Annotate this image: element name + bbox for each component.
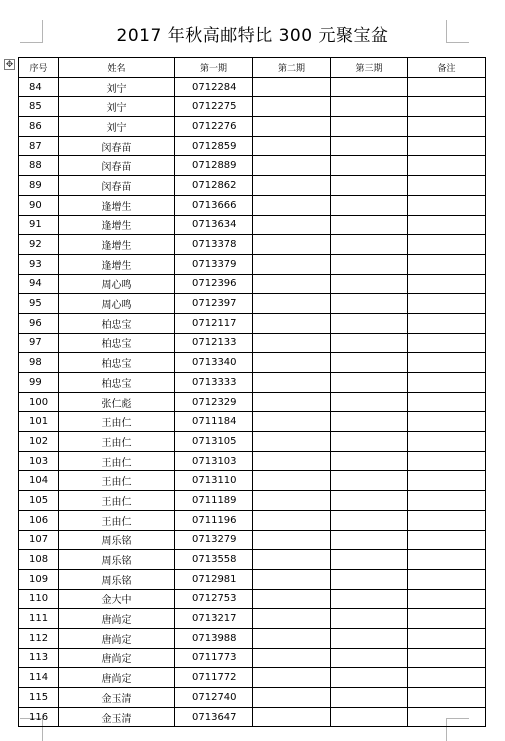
cell-period3 (331, 648, 408, 668)
header-period2: 第二期 (253, 58, 331, 78)
table-row (19, 510, 486, 530)
cell-note (408, 215, 486, 235)
table-row (19, 136, 486, 156)
cell-note (408, 333, 486, 353)
cell-name: 闵春苗 (59, 176, 175, 196)
cell-period2 (253, 274, 331, 294)
table-row (19, 77, 486, 97)
cell-period2 (253, 550, 331, 570)
cell-period3 (331, 254, 408, 274)
cell-note (408, 589, 486, 609)
cell-period1: 0712859 (175, 136, 253, 156)
cell-period2 (253, 688, 331, 708)
cell-index: 96 (19, 313, 59, 333)
cell-period3 (331, 215, 408, 235)
table-row (19, 628, 486, 648)
cell-name: 柏忠宝 (59, 333, 175, 353)
cell-name: 周乐铭 (59, 550, 175, 570)
cell-name: 王由仁 (59, 491, 175, 511)
cell-note (408, 77, 486, 97)
cell-period3 (331, 235, 408, 255)
cell-period3 (331, 510, 408, 530)
cell-note (408, 176, 486, 196)
table-move-handle-icon[interactable]: ✥ (5, 60, 14, 70)
cell-period1: 0712329 (175, 392, 253, 412)
cell-period1: 0712397 (175, 294, 253, 314)
cell-index: 85 (19, 97, 59, 117)
cell-period2 (253, 668, 331, 688)
cell-name: 金玉清 (59, 688, 175, 708)
cell-period3 (331, 628, 408, 648)
cell-period1: 0713634 (175, 215, 253, 235)
cell-period1: 0713105 (175, 432, 253, 452)
cell-period3 (331, 77, 408, 97)
cell-note (408, 195, 486, 215)
cell-index: 109 (19, 569, 59, 589)
table-row (19, 373, 486, 393)
cell-note (408, 353, 486, 373)
cell-period1: 0713379 (175, 254, 253, 274)
cell-index: 86 (19, 117, 59, 137)
cell-period1: 0713333 (175, 373, 253, 393)
cell-period3 (331, 530, 408, 550)
table-row (19, 274, 486, 294)
cell-note (408, 668, 486, 688)
cell-period1: 0712276 (175, 117, 253, 137)
cell-note (408, 688, 486, 708)
cell-period2 (253, 254, 331, 274)
cell-period3 (331, 333, 408, 353)
cell-index: 110 (19, 589, 59, 609)
document-title: 2017 年秋高邮特比 300 元聚宝盆 (116, 26, 389, 46)
cell-index: 84 (19, 77, 59, 97)
table-row (19, 451, 486, 471)
cell-period1: 0713103 (175, 451, 253, 471)
table-row (19, 589, 486, 609)
cell-index: 89 (19, 176, 59, 196)
header-period3: 第三期 (331, 58, 408, 78)
cell-period3 (331, 195, 408, 215)
cell-period1: 0712753 (175, 589, 253, 609)
cell-period1: 0712889 (175, 156, 253, 176)
cell-index: 95 (19, 294, 59, 314)
cell-period1: 0711196 (175, 510, 253, 530)
table-body (19, 77, 486, 727)
cell-period3 (331, 294, 408, 314)
cell-index: 116 (19, 707, 59, 727)
cell-index: 91 (19, 215, 59, 235)
cell-name: 唐尚定 (59, 648, 175, 668)
cell-name: 王由仁 (59, 432, 175, 452)
table-row (19, 176, 486, 196)
cell-period1: 0713110 (175, 471, 253, 491)
cell-name: 金大中 (59, 589, 175, 609)
cell-name: 唐尚定 (59, 628, 175, 648)
table-row (19, 156, 486, 176)
cell-period1: 0712275 (175, 97, 253, 117)
cell-note (408, 156, 486, 176)
cell-period1: 0712284 (175, 77, 253, 97)
table-row (19, 333, 486, 353)
cell-period1: 0713558 (175, 550, 253, 570)
table-row (19, 412, 486, 432)
cell-name: 闵春苗 (59, 156, 175, 176)
cell-period2 (253, 117, 331, 137)
cell-name: 闵春苗 (59, 136, 175, 156)
cell-period1: 0711772 (175, 668, 253, 688)
cell-period2 (253, 530, 331, 550)
cell-period2 (253, 392, 331, 412)
cell-period3 (331, 569, 408, 589)
table-row (19, 97, 486, 117)
table-row (19, 294, 486, 314)
cell-period2 (253, 195, 331, 215)
cell-index: 90 (19, 195, 59, 215)
cell-name: 柏忠宝 (59, 353, 175, 373)
cell-period2 (253, 353, 331, 373)
cell-index: 108 (19, 550, 59, 570)
cell-name: 刘宁 (59, 97, 175, 117)
cell-period2 (253, 215, 331, 235)
cell-index: 113 (19, 648, 59, 668)
cell-note (408, 432, 486, 452)
cell-period1: 0712862 (175, 176, 253, 196)
cell-period3 (331, 274, 408, 294)
cell-period2 (253, 176, 331, 196)
cell-note (408, 254, 486, 274)
cell-period3 (331, 392, 408, 412)
cell-period3 (331, 117, 408, 137)
cell-period2 (253, 432, 331, 452)
cell-index: 112 (19, 628, 59, 648)
table-row (19, 254, 486, 274)
cell-note (408, 628, 486, 648)
cell-period1: 0711773 (175, 648, 253, 668)
cell-index: 87 (19, 136, 59, 156)
cell-period2 (253, 156, 331, 176)
cell-name: 逢增生 (59, 235, 175, 255)
cell-note (408, 117, 486, 137)
cell-note (408, 97, 486, 117)
cell-note (408, 707, 486, 727)
table-row (19, 117, 486, 137)
cell-period1: 0713647 (175, 707, 253, 727)
cell-index: 103 (19, 451, 59, 471)
cell-period3 (331, 313, 408, 333)
cell-period3 (331, 176, 408, 196)
cell-index: 100 (19, 392, 59, 412)
cell-period1: 0712117 (175, 313, 253, 333)
table-row (19, 432, 486, 452)
cell-name: 逢增生 (59, 254, 175, 274)
cell-name: 王由仁 (59, 451, 175, 471)
cell-period2 (253, 628, 331, 648)
cell-note (408, 569, 486, 589)
cell-name: 柏忠宝 (59, 313, 175, 333)
cell-period1: 0713279 (175, 530, 253, 550)
cell-period3 (331, 688, 408, 708)
cell-name: 唐尚定 (59, 609, 175, 629)
cell-index: 115 (19, 688, 59, 708)
table-header-row (19, 58, 486, 78)
cell-period3 (331, 589, 408, 609)
cell-period3 (331, 471, 408, 491)
cell-note (408, 136, 486, 156)
cell-note (408, 491, 486, 511)
cell-index: 106 (19, 510, 59, 530)
cell-name: 周乐铭 (59, 530, 175, 550)
cell-note (408, 530, 486, 550)
cell-period3 (331, 668, 408, 688)
cell-note (408, 392, 486, 412)
cell-name: 逢增生 (59, 215, 175, 235)
cell-period1: 0712740 (175, 688, 253, 708)
cell-name: 唐尚定 (59, 668, 175, 688)
table-row (19, 707, 486, 727)
table-row (19, 353, 486, 373)
cell-period1: 0713217 (175, 609, 253, 629)
header-index: 序号 (19, 58, 59, 78)
table-row (19, 668, 486, 688)
cell-period2 (253, 569, 331, 589)
table-row (19, 215, 486, 235)
cell-period3 (331, 156, 408, 176)
cell-period3 (331, 451, 408, 471)
cell-name: 逢增生 (59, 195, 175, 215)
cell-period3 (331, 491, 408, 511)
cell-index: 98 (19, 353, 59, 373)
cell-name: 周心鸣 (59, 274, 175, 294)
cell-period1: 0713666 (175, 195, 253, 215)
cell-period2 (253, 97, 331, 117)
cell-period2 (253, 412, 331, 432)
cell-note (408, 235, 486, 255)
cell-index: 107 (19, 530, 59, 550)
table-row (19, 195, 486, 215)
cell-period2 (253, 451, 331, 471)
cell-period2 (253, 136, 331, 156)
cell-note (408, 648, 486, 668)
cell-period3 (331, 353, 408, 373)
cell-note (408, 294, 486, 314)
table-row (19, 530, 486, 550)
cell-note (408, 471, 486, 491)
cell-note (408, 412, 486, 432)
roster-table (18, 57, 486, 727)
cell-period3 (331, 707, 408, 727)
cell-name: 柏忠宝 (59, 373, 175, 393)
table-row (19, 569, 486, 589)
cell-name: 周乐铭 (59, 569, 175, 589)
cell-index: 101 (19, 412, 59, 432)
cell-period3 (331, 373, 408, 393)
cell-period2 (253, 373, 331, 393)
cell-index: 94 (19, 274, 59, 294)
table-row (19, 648, 486, 668)
cell-index: 114 (19, 668, 59, 688)
table-row (19, 392, 486, 412)
cell-period1: 0711184 (175, 412, 253, 432)
header-period1: 第一期 (175, 58, 253, 78)
cell-name: 王由仁 (59, 510, 175, 530)
table-row (19, 550, 486, 570)
cell-note (408, 510, 486, 530)
cell-note (408, 313, 486, 333)
cell-period3 (331, 136, 408, 156)
cell-name: 张仁彪 (59, 392, 175, 412)
cell-period2 (253, 77, 331, 97)
cell-index: 93 (19, 254, 59, 274)
cell-period2 (253, 313, 331, 333)
cell-period1: 0712981 (175, 569, 253, 589)
cell-index: 111 (19, 609, 59, 629)
cell-period1: 0712133 (175, 333, 253, 353)
cell-period2 (253, 333, 331, 353)
table-row (19, 491, 486, 511)
cell-name: 金玉清 (59, 707, 175, 727)
cell-index: 105 (19, 491, 59, 511)
cell-name: 刘宁 (59, 77, 175, 97)
table-row (19, 313, 486, 333)
cell-note (408, 451, 486, 471)
cell-index: 104 (19, 471, 59, 491)
header-note: 备注 (408, 58, 486, 78)
cell-period1: 0713988 (175, 628, 253, 648)
cell-index: 88 (19, 156, 59, 176)
cell-period2 (253, 510, 331, 530)
table-row (19, 235, 486, 255)
cell-period3 (331, 97, 408, 117)
cell-period3 (331, 550, 408, 570)
cell-name: 周心鸣 (59, 294, 175, 314)
cell-name: 王由仁 (59, 412, 175, 432)
cell-period2 (253, 589, 331, 609)
cell-period2 (253, 609, 331, 629)
cell-period2 (253, 491, 331, 511)
cell-index: 99 (19, 373, 59, 393)
cell-period3 (331, 412, 408, 432)
cell-period3 (331, 432, 408, 452)
cell-period2 (253, 707, 331, 727)
table-row (19, 609, 486, 629)
cell-index: 102 (19, 432, 59, 452)
cell-period1: 0713378 (175, 235, 253, 255)
cell-note (408, 609, 486, 629)
cell-period2 (253, 471, 331, 491)
cell-index: 97 (19, 333, 59, 353)
cell-period2 (253, 648, 331, 668)
cell-period2 (253, 235, 331, 255)
cell-name: 刘宁 (59, 117, 175, 137)
header-name: 姓名 (59, 58, 175, 78)
cell-period1: 0711189 (175, 491, 253, 511)
table-row (19, 688, 486, 708)
cell-period2 (253, 294, 331, 314)
cell-period1: 0713340 (175, 353, 253, 373)
cell-period1: 0712396 (175, 274, 253, 294)
cell-period3 (331, 609, 408, 629)
cell-note (408, 274, 486, 294)
cell-name: 王由仁 (59, 471, 175, 491)
cell-note (408, 373, 486, 393)
cell-note (408, 550, 486, 570)
table-row (19, 471, 486, 491)
cell-index: 92 (19, 235, 59, 255)
